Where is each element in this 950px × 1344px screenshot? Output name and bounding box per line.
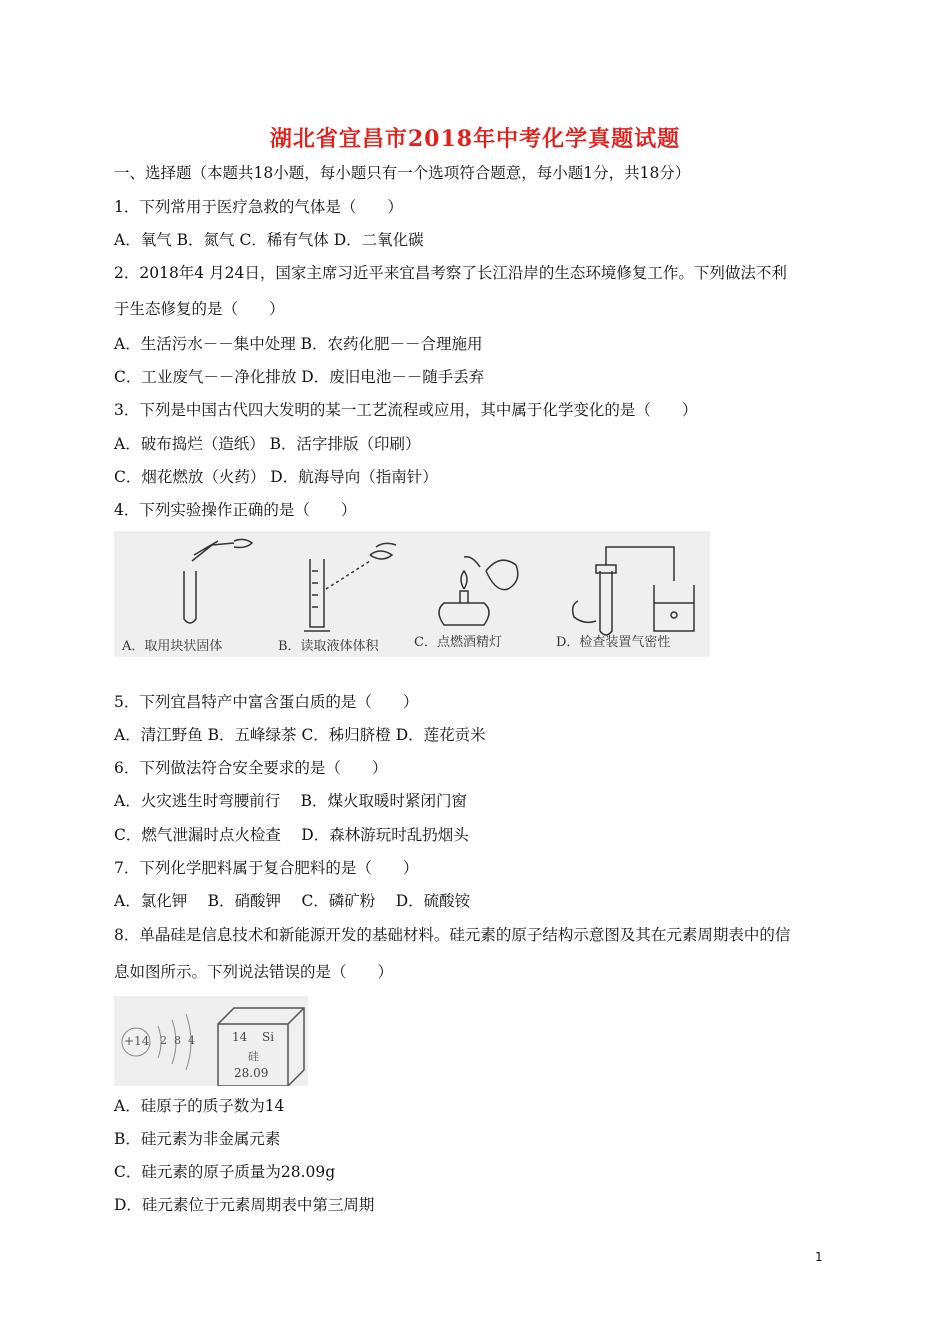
atomic-number: 14 [232, 1030, 248, 1044]
atomic-mass: 28.09 [234, 1066, 269, 1080]
beaker-icon [654, 585, 694, 631]
tube-icon [606, 547, 674, 581]
test-tube-icon [600, 571, 612, 635]
electron-shell-2: 8 [174, 1034, 181, 1047]
graduated-cylinder-icon [310, 559, 324, 627]
stopper-icon [596, 565, 616, 573]
electron-shell-3: 4 [188, 1034, 195, 1047]
section-heading: 一、选择题（本题共18小题，每小题只有一个选项符合题意，每小题1分，共18分） [114, 164, 691, 182]
q4-caption-d: D．检查装置气密性 [556, 635, 671, 650]
flame-icon [461, 571, 467, 589]
tweezers-icon [192, 541, 234, 561]
q7-stem: 7．下列化学肥料属于复合肥料的是（ ） [114, 859, 419, 877]
q4-caption-a: A．取用块状固体 [122, 639, 223, 654]
q5-options: A．清江野鱼 B．五峰绿茶 C．秭归脐橙 D．莲花贡米 [114, 726, 486, 744]
q6-options-line2: C．燃气泄漏时点火检查 D．森林游玩时乱扔烟头 [114, 826, 469, 844]
q5-stem: 5．下列宜昌特产中富含蛋白质的是（ ） [114, 693, 419, 711]
q2-stem-line2: 于生态修复的是（ ） [114, 300, 285, 318]
q1-options: A．氧气 B．氮气 C．稀有气体 D．二氧化碳 [114, 231, 424, 249]
page-title: 湖北省宜昌市2018年中考化学真题试题 [269, 126, 681, 152]
q2-options-line2: C．工业废气－－净化排放 D．废旧电池－－随手丢弃 [114, 368, 485, 386]
alcohol-lamp-icon [439, 603, 489, 625]
eye-icon [370, 543, 396, 559]
q8-option-d: D．硅元素位于元素周期表中第三周期 [114, 1196, 375, 1214]
q6-options-line1: A．火灾逃生时弯腰前行 B．煤火取暖时紧闭门窗 [114, 792, 468, 810]
q4-caption-c: C．点燃酒精灯 [414, 635, 502, 650]
q3-options-line1: A．破布捣烂（造纸） B．活字排版（印刷） [114, 435, 421, 453]
q8-option-a: A．硅原子的质子数为14 [114, 1097, 285, 1115]
q8-silicon-figure [114, 996, 308, 1086]
q3-stem: 3．下列是中国古代四大发明的某一工艺流程或应用，其中属于化学变化的是（ ） [114, 401, 698, 419]
nucleus-charge: +14 [124, 1034, 150, 1048]
q8-stem-line2: 息如图所示。下列说法错误的是（ ） [114, 963, 394, 981]
q4-caption-b: B．读取液体体积 [278, 639, 379, 654]
electron-shell-1: 2 [160, 1034, 167, 1047]
q1-stem: 1．下列常用于医疗急救的气体是（ ） [114, 198, 403, 216]
hand-icon [573, 601, 596, 622]
q4-experiment-figure [114, 531, 710, 657]
q8-option-b: B．硅元素为非金属元素 [114, 1130, 281, 1148]
element-symbol: Si [262, 1030, 275, 1044]
test-tube-icon [184, 571, 196, 623]
q6-stem: 6．下列做法符合安全要求的是（ ） [114, 759, 388, 777]
q2-options-line1: A．生活污水－－集中处理 B．农药化肥－－合理施用 [114, 335, 483, 353]
q7-options: A．氯化钾 B．硝酸钾 C．磷矿粉 D．硫酸铵 [114, 892, 471, 910]
q8-stem-line1: 8．单晶硅是信息技术和新能源开发的基础材料。硅元素的原子结构示意图及其在元素周期表中的信 [114, 926, 791, 944]
q4-stem: 4．下列实验操作正确的是（ ） [114, 501, 357, 519]
element-name: 硅 [248, 1050, 259, 1063]
second-lamp-icon [486, 560, 518, 589]
q3-options-line2: C．烟花燃放（火药） D．航海导向（指南针） [114, 468, 438, 486]
page-number: 1 [815, 1250, 823, 1264]
q8-option-c: C．硅元素的原子质量为28.09g [114, 1163, 336, 1181]
q2-stem-line1: 2．2018年4 月24日，国家主席习近平来宜昌考察了长江沿岸的生态环境修复工作。下列做法不利 [114, 264, 787, 282]
